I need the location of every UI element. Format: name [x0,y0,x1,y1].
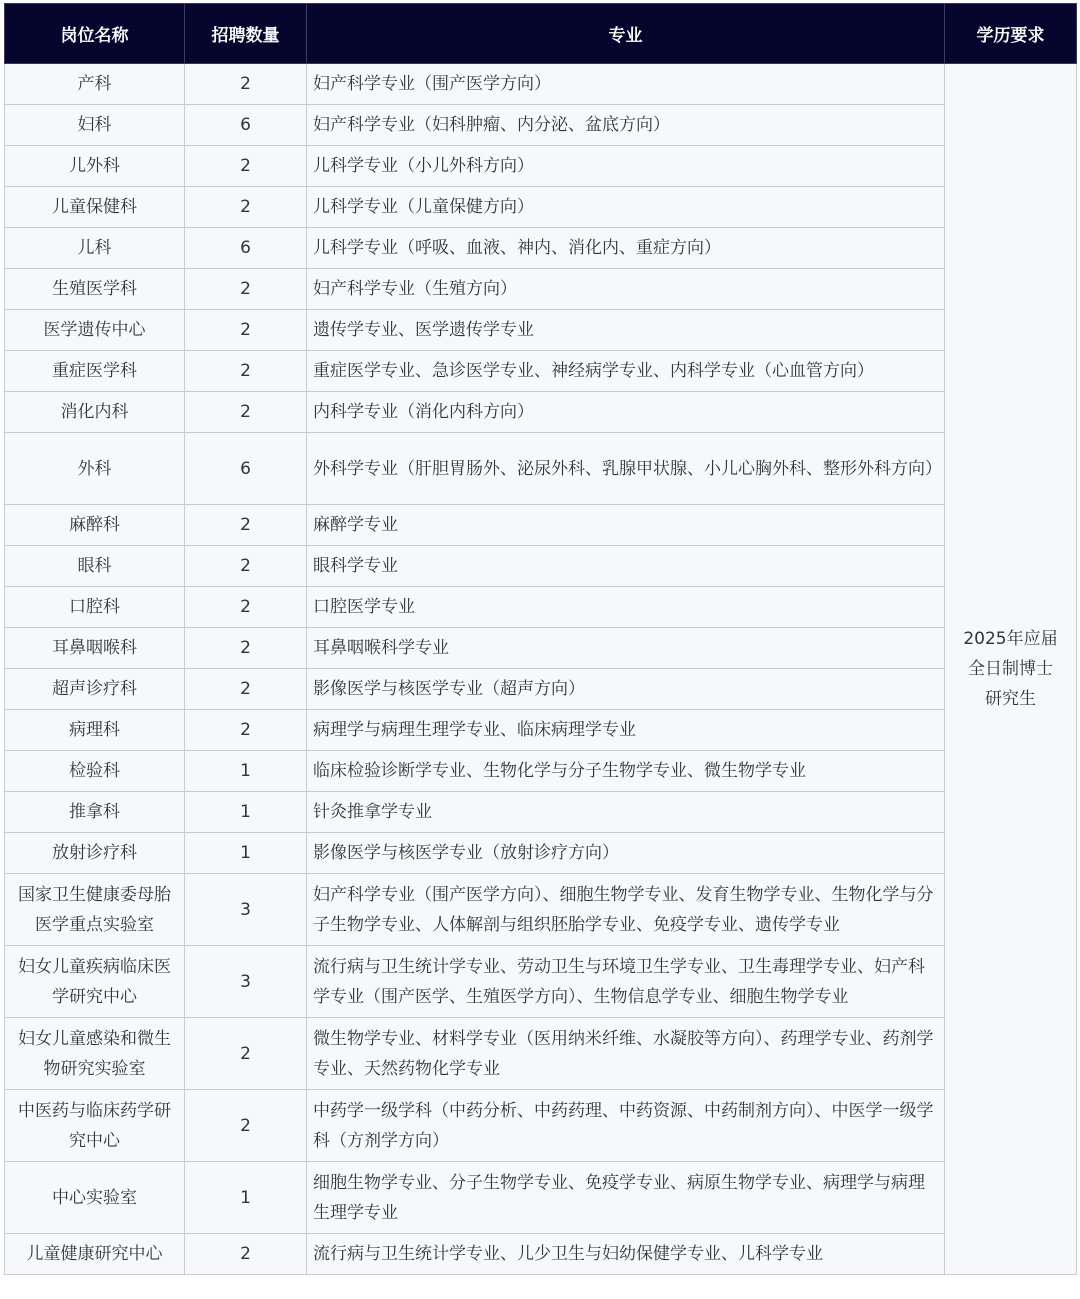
major-cell: 内科学专业（消化内科方向） [307,392,945,433]
count-cell: 2 [185,64,307,105]
major-cell: 针灸推拿学专业 [307,792,945,833]
position-cell: 医学遗传中心 [5,310,185,351]
position-cell: 妇女儿童疾病临床医学研究中心 [5,946,185,1018]
position-cell: 儿外科 [5,146,185,187]
position-cell: 耳鼻咽喉科 [5,628,185,669]
table-row [5,105,1077,146]
count-cell: 2 [185,187,307,228]
count-cell: 1 [185,1162,307,1234]
table-row [5,505,1077,546]
table-row [5,710,1077,751]
count-cell: 2 [185,505,307,546]
position-cell: 放射诊疗科 [5,833,185,874]
major-cell: 微生物学专业、材料学专业（医用纳米纤维、水凝胶等方向）、药理学专业、药剂学专业、天然药物化学专业 [307,1018,945,1090]
count-cell: 3 [185,874,307,946]
position-cell: 中心实验室 [5,1162,185,1234]
count-cell: 2 [185,351,307,392]
count-cell: 2 [185,1090,307,1162]
position-cell: 消化内科 [5,392,185,433]
count-cell: 2 [185,1018,307,1090]
major-cell: 影像医学与核医学专业（放射诊疗方向） [307,833,945,874]
count-cell: 2 [185,146,307,187]
major-cell: 外科学专业（肝胆胃肠外、泌尿外科、乳腺甲状腺、小儿心胸外科、整形外科方向） [307,433,945,505]
count-cell: 2 [185,1234,307,1275]
count-cell: 1 [185,833,307,874]
position-cell: 超声诊疗科 [5,669,185,710]
major-cell: 流行病与卫生统计学专业、劳动卫生与环境卫生学专业、卫生毒理学专业、妇产科学专业（围产医学、生殖医学方向）、生物信息学专业、细胞生物学专业 [307,946,945,1018]
position-cell: 儿童保健科 [5,187,185,228]
count-cell: 2 [185,587,307,628]
position-cell: 妇科 [5,105,185,146]
table-row [5,392,1077,433]
table-row [5,546,1077,587]
table-header-row [5,4,1077,64]
major-cell: 细胞生物学专业、分子生物学专业、免疫学专业、病原生物学专业、病理学与病理生理学专业 [307,1162,945,1234]
count-cell: 2 [185,392,307,433]
table-row [5,351,1077,392]
table-row [5,187,1077,228]
position-cell: 国家卫生健康委母胎医学重点实验室 [5,874,185,946]
count-cell: 2 [185,710,307,751]
position-cell: 生殖医学科 [5,269,185,310]
position-cell: 检验科 [5,751,185,792]
major-cell: 遗传学专业、医学遗传学专业 [307,310,945,351]
education-cell [945,64,1077,1275]
count-cell: 6 [185,105,307,146]
major-cell: 流行病与卫生统计学专业、儿少卫生与妇幼保健学专业、儿科学专业 [307,1234,945,1275]
position-cell: 儿童健康研究中心 [5,1234,185,1275]
count-cell: 6 [185,228,307,269]
education-line: 研究生 [985,689,1036,709]
table-row [5,628,1077,669]
position-cell: 推拿科 [5,792,185,833]
table-row [5,587,1077,628]
header-count: 招聘数量 [185,4,307,64]
count-cell: 2 [185,628,307,669]
major-cell: 儿科学专业（儿童保健方向） [307,187,945,228]
count-cell: 3 [185,946,307,1018]
table-row [5,833,1077,874]
major-cell: 中药学一级学科（中药分析、中药药理、中药资源、中药制剂方向）、中医学一级学科（方剂学方向） [307,1090,945,1162]
education-line: 2025年应届 [963,629,1058,649]
header-position: 岗位名称 [5,4,185,64]
major-cell: 儿科学专业（呼吸、血液、神内、消化内、重症方向） [307,228,945,269]
major-cell: 临床检验诊断学专业、生物化学与分子生物学专业、微生物学专业 [307,751,945,792]
table-row [5,669,1077,710]
table-body [5,64,1077,1275]
major-cell: 妇产科学专业（生殖方向） [307,269,945,310]
table-row [5,792,1077,833]
table-row [5,1162,1077,1234]
major-cell: 妇产科学专业（妇科肿瘤、内分泌、盆底方向） [307,105,945,146]
major-cell: 重症医学专业、急诊医学专业、神经病学专业、内科学专业（心血管方向） [307,351,945,392]
table-row [5,310,1077,351]
table-row [5,228,1077,269]
position-cell: 儿科 [5,228,185,269]
count-cell: 2 [185,546,307,587]
major-cell: 麻醉学专业 [307,505,945,546]
count-cell: 2 [185,669,307,710]
position-cell: 口腔科 [5,587,185,628]
major-cell: 耳鼻咽喉科学专业 [307,628,945,669]
header-major: 专业 [307,4,945,64]
count-cell: 6 [185,433,307,505]
count-cell: 1 [185,751,307,792]
position-cell: 麻醉科 [5,505,185,546]
position-cell: 产科 [5,64,185,105]
header-education: 学历要求 [945,4,1077,64]
position-cell: 重症医学科 [5,351,185,392]
position-cell: 中医药与临床药学研究中心 [5,1090,185,1162]
major-cell: 妇产科学专业（围产医学方向）、细胞生物学专业、发育生物学专业、生物化学与分子生物学专业、人体解剖与组织胚胎学专业、免疫学专业、遗传学专业 [307,874,945,946]
major-cell: 儿科学专业（小儿外科方向） [307,146,945,187]
table-row [5,269,1077,310]
count-cell: 1 [185,792,307,833]
table-row [5,1234,1077,1275]
table-row [5,946,1077,1018]
count-cell: 2 [185,310,307,351]
table-row [5,1090,1077,1162]
table-row [5,874,1077,946]
table-row [5,751,1077,792]
count-cell: 2 [185,269,307,310]
table-row [5,146,1077,187]
major-cell: 妇产科学专业（围产医学方向） [307,64,945,105]
position-cell: 外科 [5,433,185,505]
table-row [5,64,1077,105]
table-row [5,433,1077,505]
major-cell: 口腔医学专业 [307,587,945,628]
position-cell: 病理科 [5,710,185,751]
major-cell: 眼科学专业 [307,546,945,587]
position-cell: 眼科 [5,546,185,587]
position-cell: 妇女儿童感染和微生物研究实验室 [5,1018,185,1090]
table-row [5,1018,1077,1090]
recruitment-table [4,3,1077,1275]
major-cell: 影像医学与核医学专业（超声方向） [307,669,945,710]
education-line: 全日制博士 [968,659,1053,679]
major-cell: 病理学与病理生理学专业、临床病理学专业 [307,710,945,751]
